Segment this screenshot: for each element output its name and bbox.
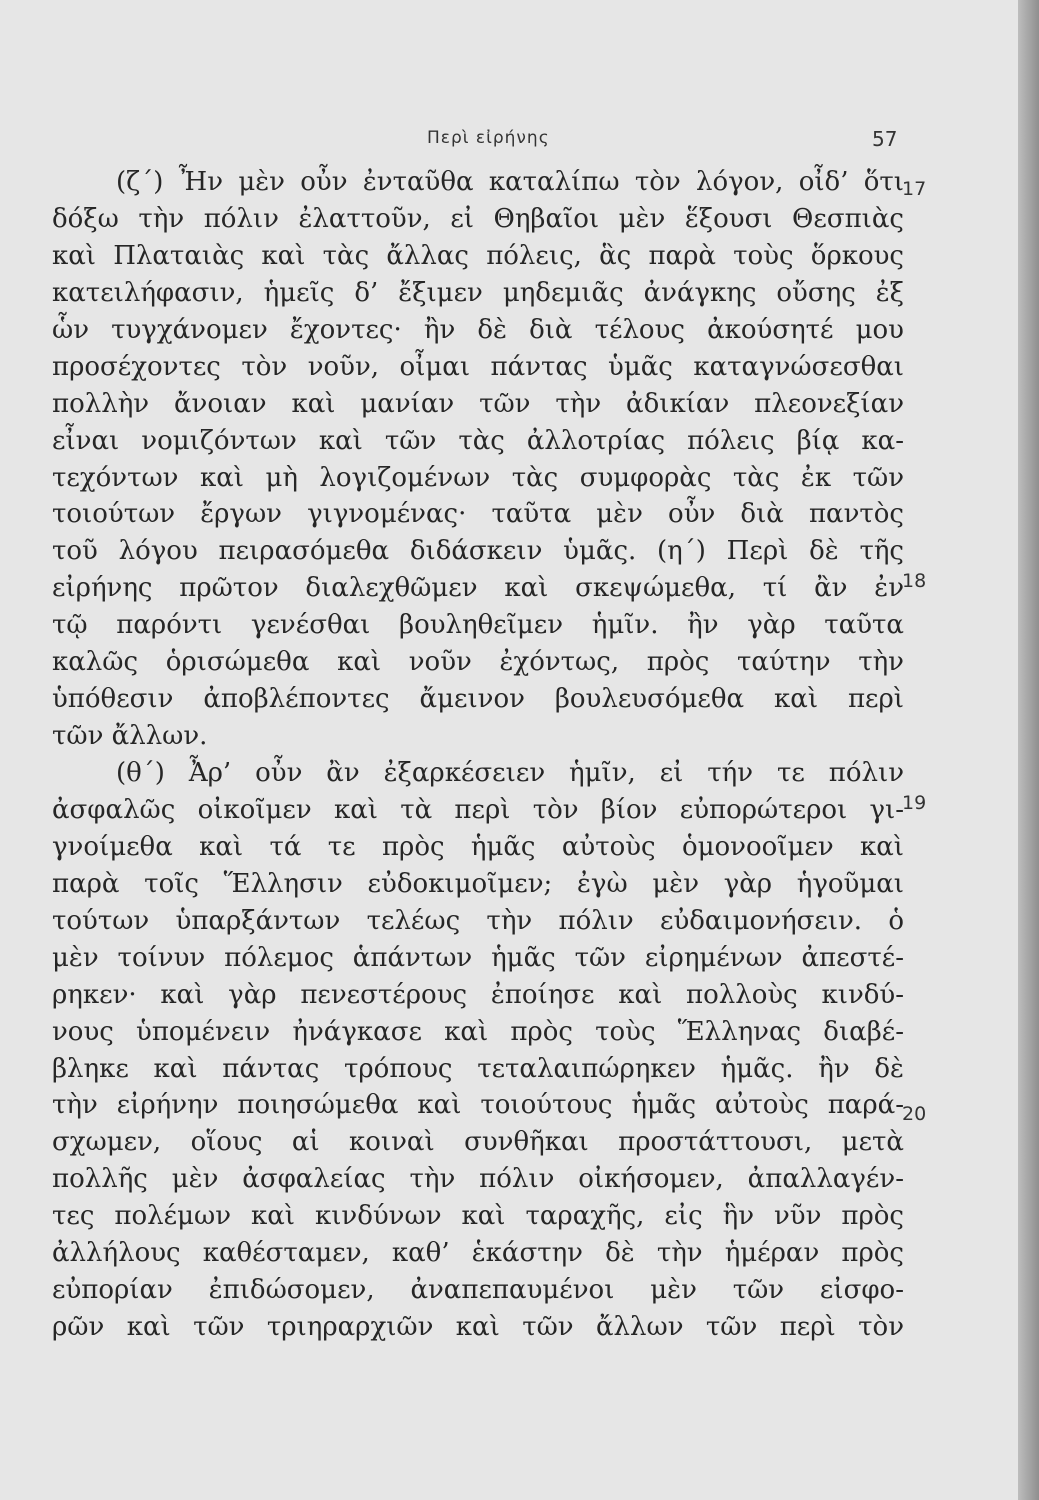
text-line: ὑπόθεσιν ἀποβλέποντες ἄμεινον βουλευσόμεθα καὶ περὶ	[52, 684, 904, 715]
text-line: προσέχοντες τὸν νοῦν, οἶμαι πάντας ὑμᾶς καταγνώσεσθαι	[52, 351, 904, 382]
running-header-title: Περὶ εἰρήνης	[427, 128, 550, 148]
text-line: πολλὴν ἄνοιαν καὶ μανίαν τῶν τὴν ἀδικίαν πλεονεξίαν	[52, 388, 904, 419]
text-line: πολλῆς μὲν ἀσφαλείας τὴν πόλιν οἰκήσομεν, ἀπαλλαγέν-	[52, 1164, 904, 1195]
text-line: τες πολέμων καὶ κινδύνων καὶ ταραχῆς, εἰς ἣν νῦν πρὸς	[52, 1201, 904, 1232]
text-line: εἰρήνης πρῶτον διαλεχθῶμεν καὶ σκεψώμεθα, τί ἂν ἐν	[52, 573, 904, 604]
text-line: ρῶν καὶ τῶν τριηραρχιῶν καὶ τῶν ἄλλων τῶν περὶ τὸν	[52, 1312, 904, 1343]
text-line: εὐπορίαν ἐπιδώσομεν, ἀναπεπαυμένοι μὲν τῶν εἰσφο-	[52, 1275, 904, 1306]
text-line: μὲν τοίνυν πόλεμος ἁπάντων ἡμᾶς τῶν εἰρημένων ἀπεστέ-	[52, 942, 904, 973]
text-line: τῶν ἄλλων.	[52, 721, 208, 752]
page-number: 57	[872, 127, 898, 151]
text-line: νους ὑπομένειν ἠνάγκασε καὶ πρὸς τοὺς Ἕλληνας διαβέ-	[52, 1016, 904, 1047]
greek-text-body	[52, 164, 904, 1346]
section-number-17: 17	[902, 178, 927, 200]
text-line: τεχόντων καὶ μὴ λογιζομένων τὰς συμφορὰς τὰς ἐκ τῶν	[52, 462, 904, 493]
text-line: τοιούτων ἔργων γιγνομένας· ταῦτα μὲν οὖν διὰ παντὸς	[52, 499, 904, 530]
text-line: τοῦ λόγου πειρασόμεθα διδάσκειν ὑμᾶς. (η΄) Περὶ δὲ τῆς	[52, 536, 904, 567]
text-line: (ζ΄) Ἦν μὲν οὖν ἐνταῦθα καταλίπω τὸν λόγον, οἶδ’ ὅτι	[116, 167, 904, 197]
section-number-18: 18	[902, 570, 927, 592]
text-line: ρηκεν· καὶ γὰρ πενεστέρους ἐποίησε καὶ πολλοὺς κινδύ-	[52, 979, 904, 1010]
text-line: εἶναι νομιζόντων καὶ τῶν τὰς ἀλλοτρίας πόλεις βίᾳ κα-	[52, 425, 904, 456]
text-line: σχωμεν, οἵους αἱ κοιναὶ συνθῆκαι προστάττουσι, μετὰ	[52, 1127, 904, 1158]
text-line: ὧν τυγχάνομεν ἔχοντες· ἢν δὲ διὰ τέλους ἀκούσητέ μου	[52, 314, 904, 345]
text-line: παρὰ τοῖς Ἕλλησιν εὐδοκιμοῖμεν; ἐγὼ μὲν γὰρ ἡγοῦμαι	[52, 868, 904, 899]
text-line: δόξω τὴν πόλιν ἐλαττοῦν, εἰ Θηβαῖοι μὲν ἕξουσι Θεσπιὰς	[52, 203, 904, 234]
text-line: (θ΄) Ἆρ’ οὖν ἂν ἐξαρκέσειεν ἡμῖν, εἰ τήν τε πόλιν	[116, 758, 904, 788]
book-spine-edge	[1018, 0, 1039, 1500]
text-line: κατειλήφασιν, ἡμεῖς δ’ ἔξιμεν μηδεμιᾶς ἀνάγκης οὔσης ἐξ	[52, 277, 904, 308]
text-line: καὶ Πλαταιὰς καὶ τὰς ἄλλας πόλεις, ἃς παρὰ τοὺς ὅρκους	[52, 240, 904, 271]
text-line: βληκε καὶ πάντας τρόπους τεταλαιπώρηκεν ἡμᾶς. ἢν δὲ	[52, 1053, 904, 1084]
text-line: γνοίμεθα καὶ τά τε πρὸς ἡμᾶς αὐτοὺς ὁμονοοῖμεν καὶ	[52, 831, 904, 862]
section-number-19: 19	[902, 792, 927, 814]
text-line: τούτων ὑπαρξάντων τελέως τὴν πόλιν εὐδαιμονήσειν. ὁ	[52, 905, 904, 936]
text-line: ἀλλήλους καθέσταμεν, καθ’ ἑκάστην δὲ τὴν ἡμέραν πρὸς	[52, 1238, 904, 1269]
text-line: τὴν εἰρήνην ποιησώμεθα καὶ τοιούτους ἡμᾶς αὐτοὺς παρά-	[52, 1090, 904, 1121]
text-line: τῷ παρόντι γενέσθαι βουληθεῖμεν ἡμῖν. ἢν γὰρ ταῦτα	[52, 610, 904, 641]
section-number-20: 20	[902, 1103, 927, 1125]
text-line: καλῶς ὁρισώμεθα καὶ νοῦν ἐχόντως, πρὸς ταύτην τὴν	[52, 647, 904, 678]
text-line: ἀσφαλῶς οἰκοῖμεν καὶ τὰ περὶ τὸν βίον εὐπορώτεροι γι-	[52, 794, 904, 825]
